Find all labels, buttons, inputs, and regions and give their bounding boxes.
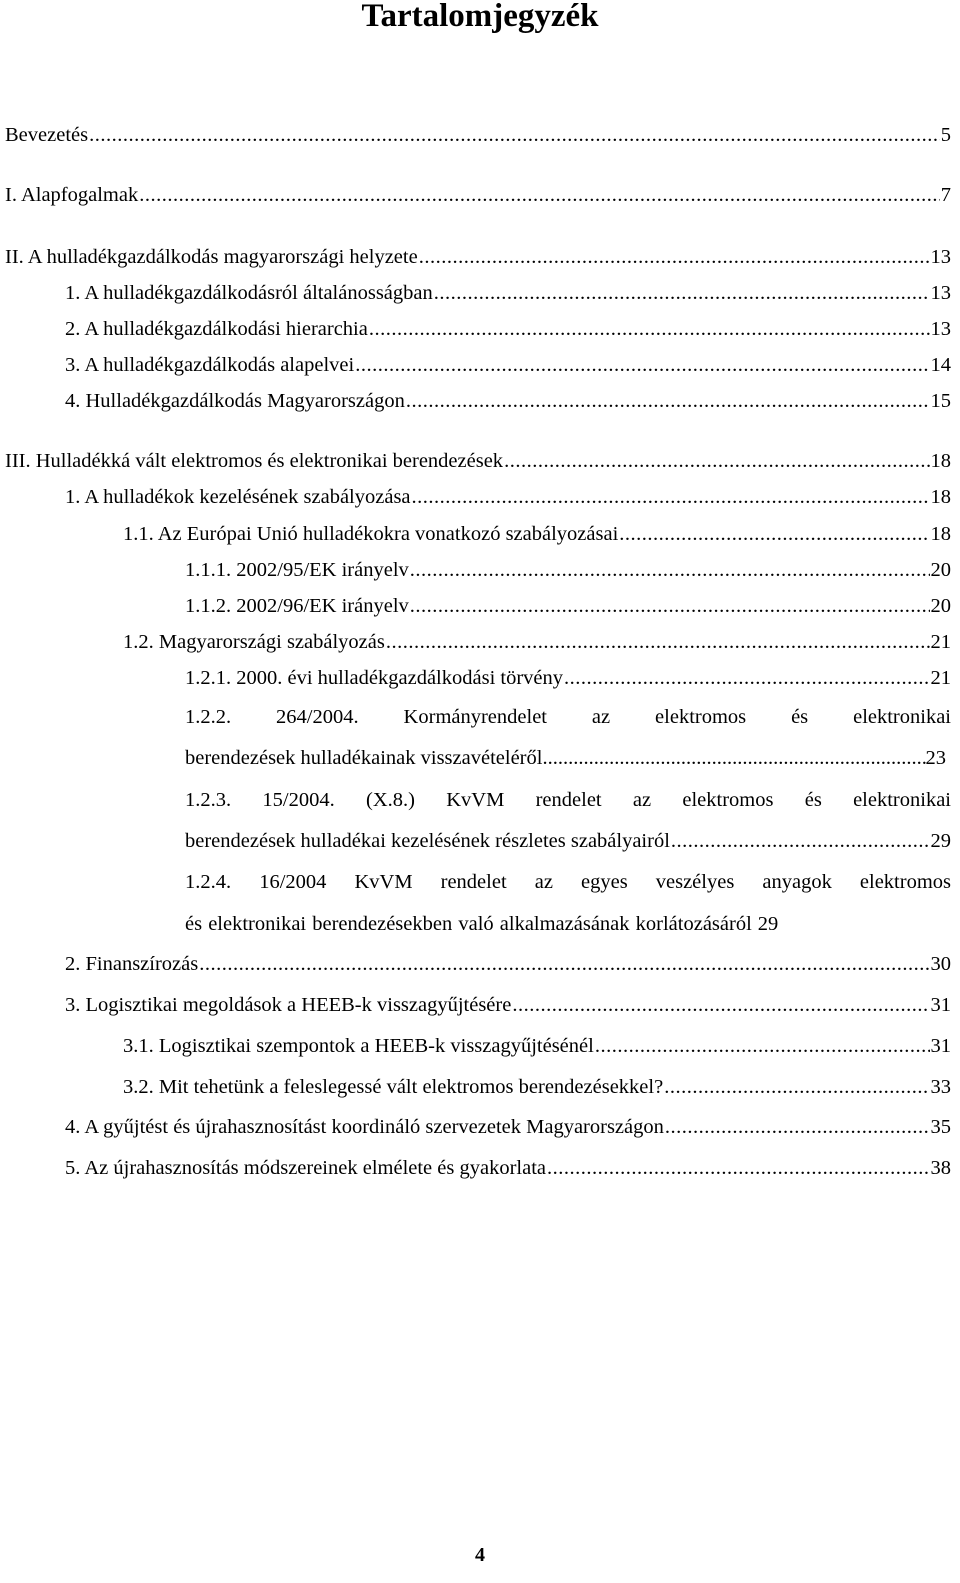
toc-leader-dots — [671, 826, 930, 856]
toc-entry[interactable] — [5, 242, 951, 272]
toc-leader-dots — [595, 1031, 930, 1061]
toc-entry-label: 5. Az újrahasznosítás módszereinek elmélete és gyakorlata — [65, 1157, 546, 1179]
toc-leader-dots — [419, 242, 930, 272]
toc-entry-label: 4. A gyűjtést és újrahasznosítást koordináló szervezetek Magyarországon — [65, 1116, 664, 1138]
toc-entry-page: 31 — [930, 1035, 951, 1057]
toc-leader-dots — [619, 519, 929, 549]
toc-entry-page: 5 — [940, 124, 951, 146]
toc-leader-dots — [664, 1072, 929, 1102]
toc-leader-dots — [406, 386, 930, 416]
toc-leader-dots — [139, 180, 940, 210]
toc-entry-label: 3.1. Logisztikai szempontok a HEEB-k visszagyűjtésénél — [123, 1035, 594, 1057]
toc-entry-label: 1.2.1. 2000. évi hulladékgazdálkodási törvény — [185, 667, 564, 689]
toc-leader-dots — [542, 743, 925, 773]
toc-entry-label: berendezések hulladékainak visszavételéről — [185, 747, 543, 769]
toc-leader-dots — [665, 1112, 930, 1142]
toc-entry[interactable] — [123, 1072, 951, 1102]
toc-entry-label: 2. Finanszírozás — [65, 953, 199, 975]
toc-entry-label: 1.1.2. 2002/96/EK irányelv — [185, 595, 409, 617]
toc-leader-dots — [412, 482, 930, 512]
toc-entry[interactable] — [65, 350, 951, 380]
toc-entry-line[interactable]: 1.2.2. 264/2004. Kormányrendelet az elektromos és elektronikai — [185, 706, 951, 728]
toc-entry[interactable] — [123, 627, 951, 657]
toc-entry[interactable] — [65, 278, 951, 308]
toc-entry[interactable] — [65, 949, 951, 979]
toc-entry[interactable] — [185, 743, 946, 773]
toc-entry-label: II. A hulladékgazdálkodás magyarországi helyzete — [5, 246, 418, 268]
toc-entry[interactable] — [185, 555, 951, 585]
toc-entry-page: 18 — [930, 523, 951, 545]
toc-entry[interactable] — [185, 591, 951, 621]
toc-entry-page: 33 — [930, 1076, 951, 1098]
toc-entry[interactable] — [123, 519, 951, 549]
toc-entry-page: 38 — [930, 1157, 951, 1179]
toc-entry-label: 4. Hulladékgazdálkodás Magyarországon — [65, 390, 405, 412]
toc-entry-label: 3. A hulladékgazdálkodás alapelvei — [65, 354, 355, 376]
toc-entry[interactable] — [5, 180, 951, 210]
toc-entry-label: 2. A hulladékgazdálkodási hierarchia — [65, 318, 368, 340]
toc-entry-label: I. Alapfogalmak — [5, 184, 139, 206]
toc-entry-page: 7 — [940, 184, 951, 206]
toc-entry-page: 31 — [930, 994, 951, 1016]
toc-entry[interactable] — [123, 1031, 951, 1061]
toc-entry-label: 1. A hulladékok kezelésének szabályozása — [65, 486, 411, 508]
page-number: 4 — [475, 1544, 485, 1566]
toc-entry-page: 13 — [930, 282, 951, 304]
toc-entry[interactable] — [65, 314, 951, 344]
toc-entry-label: 1.1. Az Európai Unió hulladékokra vonatkozó szabályozásai — [123, 523, 619, 545]
toc-entry[interactable] — [5, 446, 951, 476]
toc-entry-label: 1. A hulladékgazdálkodásról általánosságban — [65, 282, 433, 304]
toc-entry[interactable] — [185, 826, 951, 856]
toc-leader-dots — [504, 446, 929, 476]
toc-entry[interactable] — [65, 1153, 951, 1183]
toc-leader-dots — [89, 120, 940, 150]
toc-leader-dots — [386, 627, 930, 657]
toc-entry[interactable] — [5, 120, 951, 150]
toc-entry-line[interactable]: 1.2.4. 16/2004 KvVM rendelet az egyes veszélyes anyagok elektromos — [185, 871, 951, 893]
toc-entry-page: 13 — [930, 246, 951, 268]
toc-entry[interactable] — [185, 909, 951, 939]
toc-leader-dots — [369, 314, 930, 344]
toc-entry-page: 13 — [930, 318, 951, 340]
toc-entry-page: 35 — [930, 1116, 951, 1138]
toc-entry-line[interactable]: 1.2.3. 15/2004. (X.8.) KvVM rendelet az elektromos és elektronikai — [185, 789, 951, 811]
toc-leader-dots — [199, 949, 929, 979]
toc-entry-page: 29 — [757, 913, 779, 935]
toc-entry-page: 20 — [930, 595, 951, 617]
toc-entry-label: 1.2. Magyarországi szabályozás — [123, 631, 385, 653]
toc-leader-dots — [564, 663, 929, 693]
toc-leader-dots — [410, 555, 930, 585]
toc-entry[interactable] — [65, 1112, 951, 1142]
toc-entry-page: 23 — [925, 747, 946, 769]
toc-entry[interactable] — [65, 990, 951, 1020]
toc-entry-label: berendezések hulladékai kezelésének részletes szabályairól — [185, 830, 670, 852]
toc-entry-page: 15 — [930, 390, 951, 412]
toc-entry[interactable] — [185, 663, 951, 693]
toc-entry-page: 18 — [930, 486, 951, 508]
toc-entry-label: 3.2. Mit tehetünk a feleslegessé vált elektromos berendezésekkel? — [123, 1076, 664, 1098]
toc-leader-dots — [355, 350, 929, 380]
toc-entry-page: 30 — [930, 953, 951, 975]
toc-entry-page: 29 — [930, 830, 951, 852]
toc-leader-dots — [434, 278, 930, 308]
toc-leader-dots — [410, 591, 930, 621]
toc-entry-label: Bevezetés — [5, 124, 89, 146]
toc-entry-page: 18 — [930, 450, 951, 472]
toc-entry-label: 3. Logisztikai megoldások a HEEB-k visszagyűjtésére — [65, 994, 512, 1016]
toc-entry-page: 21 — [930, 667, 951, 689]
toc-entry-page: 21 — [930, 631, 951, 653]
toc-entry[interactable] — [65, 386, 951, 416]
toc-entry-label: és elektronikai berendezésekben való alkalmazásának korlátozásáról — [185, 913, 752, 935]
toc-entry-page: 20 — [930, 559, 951, 581]
toc-entry[interactable] — [65, 482, 951, 512]
toc-entry-label: 1.1.1. 2002/95/EK irányelv — [185, 559, 409, 581]
toc-entry-page: 14 — [930, 354, 951, 376]
document-title: Tartalomjegyzék — [361, 0, 599, 34]
toc-leader-dots — [512, 990, 929, 1020]
toc-entry-label: III. Hulladékká vált elektromos és elektronikai berendezések — [5, 450, 504, 472]
toc-leader-dots — [547, 1153, 930, 1183]
